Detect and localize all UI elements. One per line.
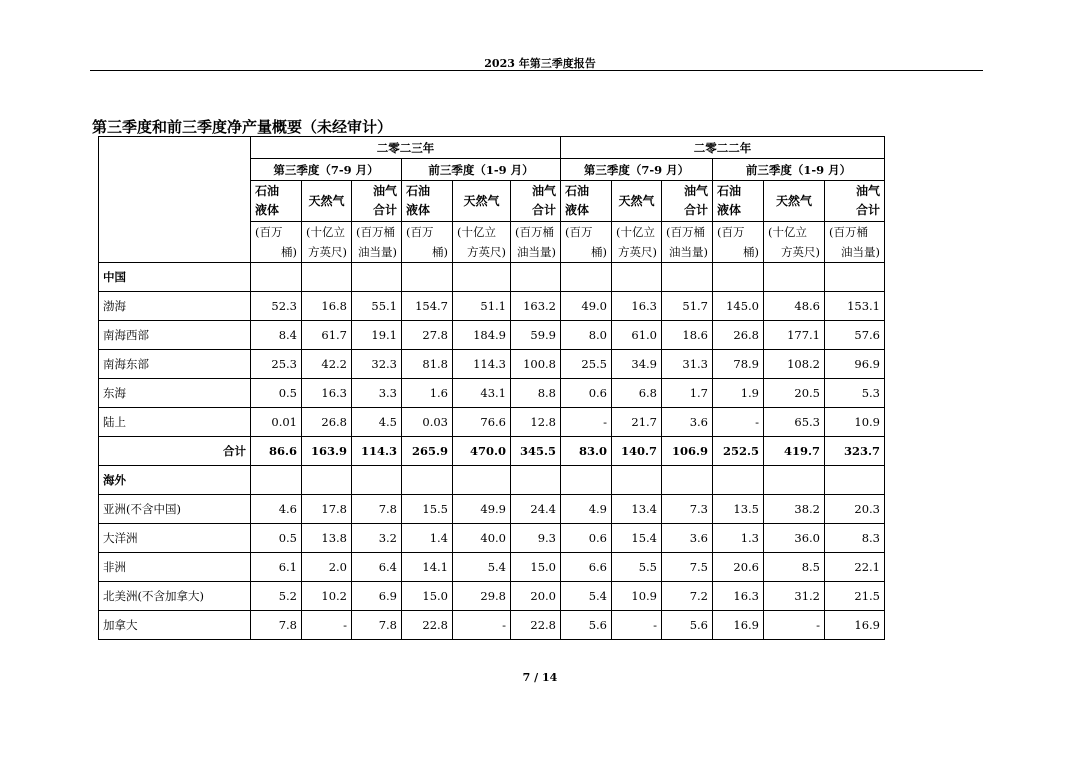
value-cell: 0.6 xyxy=(561,524,612,553)
row-label: 亚洲(不含中国) xyxy=(99,495,251,524)
empty-cell xyxy=(511,263,561,292)
unit-header-cell xyxy=(561,222,612,263)
value-cell: 10.2 xyxy=(302,582,352,611)
value-cell: 419.7 xyxy=(764,437,825,466)
value-cell: - xyxy=(612,611,662,640)
value-cell: 8.4 xyxy=(251,321,302,350)
value-cell: 18.6 xyxy=(662,321,713,350)
value-cell: 16.3 xyxy=(713,582,764,611)
product-header-cell xyxy=(302,181,352,222)
row-label: 合计 xyxy=(99,437,251,466)
table-row xyxy=(99,408,885,437)
value-cell: 0.5 xyxy=(251,524,302,553)
empty-cell xyxy=(825,466,885,495)
value-cell: 36.0 xyxy=(764,524,825,553)
unit-header-text: (百万 xyxy=(406,225,434,239)
unit-header-text: (十亿立 xyxy=(616,225,655,239)
value-cell: 1.7 xyxy=(662,379,713,408)
value-cell: 19.1 xyxy=(352,321,402,350)
empty-cell xyxy=(251,466,302,495)
row-label: 渤海 xyxy=(99,292,251,321)
value-cell: 154.7 xyxy=(402,292,453,321)
value-cell: 29.8 xyxy=(453,582,511,611)
unit-header-text: (百万 xyxy=(717,225,745,239)
value-cell: 55.1 xyxy=(352,292,402,321)
value-cell: 25.3 xyxy=(251,350,302,379)
value-cell: 31.2 xyxy=(764,582,825,611)
report-header: 2023 年第三季度报告 xyxy=(484,57,596,70)
unit-header-cell xyxy=(352,222,402,263)
section-row-overseas xyxy=(99,466,885,495)
value-cell: 7.8 xyxy=(352,611,402,640)
unit-header-text: (百万桶 xyxy=(356,225,395,239)
period-header: 第三季度（7-9 月） xyxy=(561,159,713,181)
value-cell: 49.0 xyxy=(561,292,612,321)
value-cell: 16.9 xyxy=(713,611,764,640)
value-cell: 61.0 xyxy=(612,321,662,350)
empty-cell xyxy=(402,263,453,292)
unit-header-text: (十亿立 xyxy=(457,225,496,239)
value-cell: 1.4 xyxy=(402,524,453,553)
product-header-text: 油气 xyxy=(372,184,397,198)
empty-cell xyxy=(302,466,352,495)
period-header: 前三季度（1-9 月） xyxy=(713,159,885,181)
table-row xyxy=(99,553,885,582)
value-cell: 1.9 xyxy=(713,379,764,408)
unit-header-cell xyxy=(453,222,511,263)
value-cell: 6.1 xyxy=(251,553,302,582)
value-cell: 22.1 xyxy=(825,553,885,582)
value-cell: 83.0 xyxy=(561,437,612,466)
empty-cell xyxy=(302,263,352,292)
product-header-text: 合计 xyxy=(683,203,708,217)
value-cell: 163.9 xyxy=(302,437,352,466)
table-row xyxy=(99,321,885,350)
unit-header-text: 方英尺) xyxy=(781,245,820,259)
period-header: 前三季度（1-9 月） xyxy=(402,159,561,181)
value-cell: 22.8 xyxy=(511,611,561,640)
value-cell: 2.0 xyxy=(302,553,352,582)
product-header-text: 石油 xyxy=(717,184,742,198)
value-cell: - xyxy=(764,611,825,640)
value-cell: 8.0 xyxy=(561,321,612,350)
empty-cell xyxy=(825,263,885,292)
empty-cell xyxy=(511,466,561,495)
unit-header-text: 桶) xyxy=(432,245,448,259)
empty-cell xyxy=(352,263,402,292)
value-cell: 43.1 xyxy=(453,379,511,408)
value-cell: 5.5 xyxy=(612,553,662,582)
product-header-text: 液体 xyxy=(565,203,590,217)
value-cell: 34.9 xyxy=(612,350,662,379)
unit-header-text: (十亿立 xyxy=(306,225,345,239)
unit-header-text: 桶) xyxy=(281,245,297,259)
value-cell: 20.6 xyxy=(713,553,764,582)
value-cell: 13.8 xyxy=(302,524,352,553)
product-header-text: 合计 xyxy=(855,203,880,217)
product-header-text: 液体 xyxy=(717,203,742,217)
row-label: 大洋洲 xyxy=(99,524,251,553)
row-label: 东海 xyxy=(99,379,251,408)
value-cell: 10.9 xyxy=(612,582,662,611)
total-row xyxy=(99,437,885,466)
value-cell: - xyxy=(302,611,352,640)
value-cell: 14.1 xyxy=(402,553,453,582)
value-cell: 114.3 xyxy=(352,437,402,466)
unit-header-cell xyxy=(713,222,764,263)
product-header-text: 石油 xyxy=(565,184,590,198)
value-cell: 20.3 xyxy=(825,495,885,524)
value-cell: 51.7 xyxy=(662,292,713,321)
value-cell: 24.4 xyxy=(511,495,561,524)
value-cell: 26.8 xyxy=(713,321,764,350)
product-header-cell xyxy=(251,181,302,222)
product-header-text: 天然气 xyxy=(775,193,812,208)
value-cell: 20.5 xyxy=(764,379,825,408)
unit-header-text: (百万桶 xyxy=(829,225,868,239)
product-header-cell xyxy=(825,181,885,222)
value-cell: 81.8 xyxy=(402,350,453,379)
empty-cell xyxy=(251,263,302,292)
value-cell: 0.01 xyxy=(251,408,302,437)
value-cell: 15.4 xyxy=(612,524,662,553)
product-header-cell xyxy=(662,181,713,222)
value-cell: 13.5 xyxy=(713,495,764,524)
unit-header-text: 桶) xyxy=(743,245,759,259)
empty-cell xyxy=(612,263,662,292)
value-cell: 4.6 xyxy=(251,495,302,524)
unit-header-cell xyxy=(662,222,713,263)
value-cell: 22.8 xyxy=(402,611,453,640)
unit-header-text: 桶) xyxy=(591,245,607,259)
value-cell: 4.5 xyxy=(352,408,402,437)
section-label: 海外 xyxy=(99,466,251,495)
value-cell: 78.9 xyxy=(713,350,764,379)
product-header-cell xyxy=(402,181,453,222)
value-cell: 20.0 xyxy=(511,582,561,611)
table-title: 第三季度和前三季度净产量概要（未经审计） xyxy=(92,118,393,136)
product-header-cell xyxy=(764,181,825,222)
year-header-2023: 二零二三年 xyxy=(251,137,561,159)
value-cell: 52.3 xyxy=(251,292,302,321)
row-label: 非洲 xyxy=(99,553,251,582)
unit-header-text: 油当量) xyxy=(358,245,397,259)
unit-header-text: (百万 xyxy=(255,225,283,239)
table-row xyxy=(99,582,885,611)
empty-cell xyxy=(352,466,402,495)
unit-header-cell xyxy=(764,222,825,263)
value-cell: 61.7 xyxy=(302,321,352,350)
value-cell: 114.3 xyxy=(453,350,511,379)
value-cell: 40.0 xyxy=(453,524,511,553)
value-cell: 7.3 xyxy=(662,495,713,524)
row-label: 南海东部 xyxy=(99,350,251,379)
unit-header-cell xyxy=(402,222,453,263)
product-header-text: 天然气 xyxy=(308,193,345,208)
table-row xyxy=(99,292,885,321)
value-cell: 76.6 xyxy=(453,408,511,437)
unit-header-text: (十亿立 xyxy=(768,225,807,239)
product-header-text: 油气 xyxy=(855,184,880,198)
value-cell: 7.8 xyxy=(352,495,402,524)
page-number: 7 / 14 xyxy=(522,671,558,684)
product-header-text: 石油 xyxy=(255,184,280,198)
unit-header-text: (百万 xyxy=(565,225,593,239)
empty-cell xyxy=(764,263,825,292)
product-header-cell xyxy=(612,181,662,222)
value-cell: 25.5 xyxy=(561,350,612,379)
value-cell: 7.5 xyxy=(662,553,713,582)
value-cell: 10.9 xyxy=(825,408,885,437)
value-cell: 8.5 xyxy=(764,553,825,582)
value-cell: 100.8 xyxy=(511,350,561,379)
value-cell: 3.6 xyxy=(662,524,713,553)
unit-header-text: 油当量) xyxy=(841,245,880,259)
value-cell: 8.3 xyxy=(825,524,885,553)
value-cell: 86.6 xyxy=(251,437,302,466)
production-table xyxy=(98,136,885,640)
value-cell: 265.9 xyxy=(402,437,453,466)
product-header-text: 油气 xyxy=(683,184,708,198)
unit-header-cell xyxy=(302,222,352,263)
value-cell: 345.5 xyxy=(511,437,561,466)
value-cell: 21.7 xyxy=(612,408,662,437)
table-row xyxy=(99,379,885,408)
value-cell: 3.3 xyxy=(352,379,402,408)
value-cell: 16.3 xyxy=(302,379,352,408)
value-cell: 16.9 xyxy=(825,611,885,640)
empty-cell xyxy=(764,466,825,495)
row-label: 北美洲(不含加拿大) xyxy=(99,582,251,611)
value-cell: 153.1 xyxy=(825,292,885,321)
value-cell: 57.6 xyxy=(825,321,885,350)
value-cell: 470.0 xyxy=(453,437,511,466)
year-header-row xyxy=(99,137,885,159)
period-header: 第三季度（7-9 月） xyxy=(251,159,402,181)
value-cell: 140.7 xyxy=(612,437,662,466)
value-cell: 252.5 xyxy=(713,437,764,466)
value-cell: 6.4 xyxy=(352,553,402,582)
value-cell: 17.8 xyxy=(302,495,352,524)
product-header-text: 天然气 xyxy=(618,193,655,208)
row-label: 南海西部 xyxy=(99,321,251,350)
unit-header-text: 方英尺) xyxy=(308,245,347,259)
value-cell: 15.5 xyxy=(402,495,453,524)
value-cell: 323.7 xyxy=(825,437,885,466)
value-cell: - xyxy=(561,408,612,437)
value-cell: 51.1 xyxy=(453,292,511,321)
value-cell: 31.3 xyxy=(662,350,713,379)
value-cell: 15.0 xyxy=(402,582,453,611)
value-cell: 5.3 xyxy=(825,379,885,408)
value-cell: 0.6 xyxy=(561,379,612,408)
table-row xyxy=(99,495,885,524)
unit-header-text: (百万桶 xyxy=(666,225,705,239)
unit-header-text: 方英尺) xyxy=(618,245,657,259)
product-header-text: 液体 xyxy=(406,203,431,217)
value-cell: - xyxy=(713,408,764,437)
value-cell: 49.9 xyxy=(453,495,511,524)
value-cell: 5.4 xyxy=(453,553,511,582)
product-header-cell xyxy=(352,181,402,222)
section-label: 中国 xyxy=(99,263,251,292)
value-cell: 1.6 xyxy=(402,379,453,408)
unit-header-cell xyxy=(251,222,302,263)
table-row xyxy=(99,524,885,553)
header-rule xyxy=(90,70,983,71)
value-cell: 8.8 xyxy=(511,379,561,408)
value-cell: 0.03 xyxy=(402,408,453,437)
unit-header-text: 方英尺) xyxy=(467,245,506,259)
value-cell: 59.9 xyxy=(511,321,561,350)
product-header-text: 合计 xyxy=(372,203,397,217)
product-header-text: 石油 xyxy=(406,184,431,198)
value-cell: 0.5 xyxy=(251,379,302,408)
value-cell: 6.6 xyxy=(561,553,612,582)
value-cell: 6.9 xyxy=(352,582,402,611)
product-header-cell xyxy=(561,181,612,222)
value-cell: 9.3 xyxy=(511,524,561,553)
value-cell: 145.0 xyxy=(713,292,764,321)
product-header-text: 合计 xyxy=(531,203,556,217)
value-cell: 108.2 xyxy=(764,350,825,379)
value-cell: 12.8 xyxy=(511,408,561,437)
value-cell: 3.2 xyxy=(352,524,402,553)
unit-header-text: 油当量) xyxy=(517,245,556,259)
empty-cell xyxy=(662,263,713,292)
table-row xyxy=(99,611,885,640)
unit-header-cell xyxy=(612,222,662,263)
value-cell: 48.6 xyxy=(764,292,825,321)
value-cell: 177.1 xyxy=(764,321,825,350)
value-cell: 96.9 xyxy=(825,350,885,379)
value-cell: 5.6 xyxy=(662,611,713,640)
value-cell: 32.3 xyxy=(352,350,402,379)
section-row-china xyxy=(99,263,885,292)
empty-cell xyxy=(453,466,511,495)
value-cell: 5.2 xyxy=(251,582,302,611)
value-cell: 16.8 xyxy=(302,292,352,321)
value-cell: 38.2 xyxy=(764,495,825,524)
value-cell: 42.2 xyxy=(302,350,352,379)
value-cell: 7.2 xyxy=(662,582,713,611)
value-cell: 15.0 xyxy=(511,553,561,582)
empty-cell xyxy=(561,466,612,495)
unit-header-text: 油当量) xyxy=(669,245,708,259)
product-header-text: 油气 xyxy=(531,184,556,198)
empty-cell xyxy=(713,466,764,495)
product-header-cell xyxy=(453,181,511,222)
table-row xyxy=(99,350,885,379)
empty-cell xyxy=(453,263,511,292)
value-cell: 21.5 xyxy=(825,582,885,611)
value-cell: - xyxy=(453,611,511,640)
value-cell: 3.6 xyxy=(662,408,713,437)
row-label: 陆上 xyxy=(99,408,251,437)
product-header-text: 天然气 xyxy=(463,193,500,208)
year-header-2022: 二零二二年 xyxy=(561,137,885,159)
empty-cell xyxy=(612,466,662,495)
value-cell: 5.4 xyxy=(561,582,612,611)
empty-cell xyxy=(561,263,612,292)
empty-cell xyxy=(713,263,764,292)
value-cell: 106.9 xyxy=(662,437,713,466)
row-label: 加拿大 xyxy=(99,611,251,640)
value-cell: 26.8 xyxy=(302,408,352,437)
product-header-cell xyxy=(511,181,561,222)
value-cell: 16.3 xyxy=(612,292,662,321)
value-cell: 5.6 xyxy=(561,611,612,640)
row-label-header-cell xyxy=(99,137,251,263)
value-cell: 65.3 xyxy=(764,408,825,437)
empty-cell xyxy=(662,466,713,495)
value-cell: 4.9 xyxy=(561,495,612,524)
value-cell: 1.3 xyxy=(713,524,764,553)
value-cell: 163.2 xyxy=(511,292,561,321)
value-cell: 13.4 xyxy=(612,495,662,524)
unit-header-cell xyxy=(825,222,885,263)
value-cell: 6.8 xyxy=(612,379,662,408)
empty-cell xyxy=(402,466,453,495)
value-cell: 27.8 xyxy=(402,321,453,350)
unit-header-text: (百万桶 xyxy=(515,225,554,239)
product-header-cell xyxy=(713,181,764,222)
product-header-text: 液体 xyxy=(255,203,280,217)
value-cell: 7.8 xyxy=(251,611,302,640)
unit-header-cell xyxy=(511,222,561,263)
value-cell: 184.9 xyxy=(453,321,511,350)
